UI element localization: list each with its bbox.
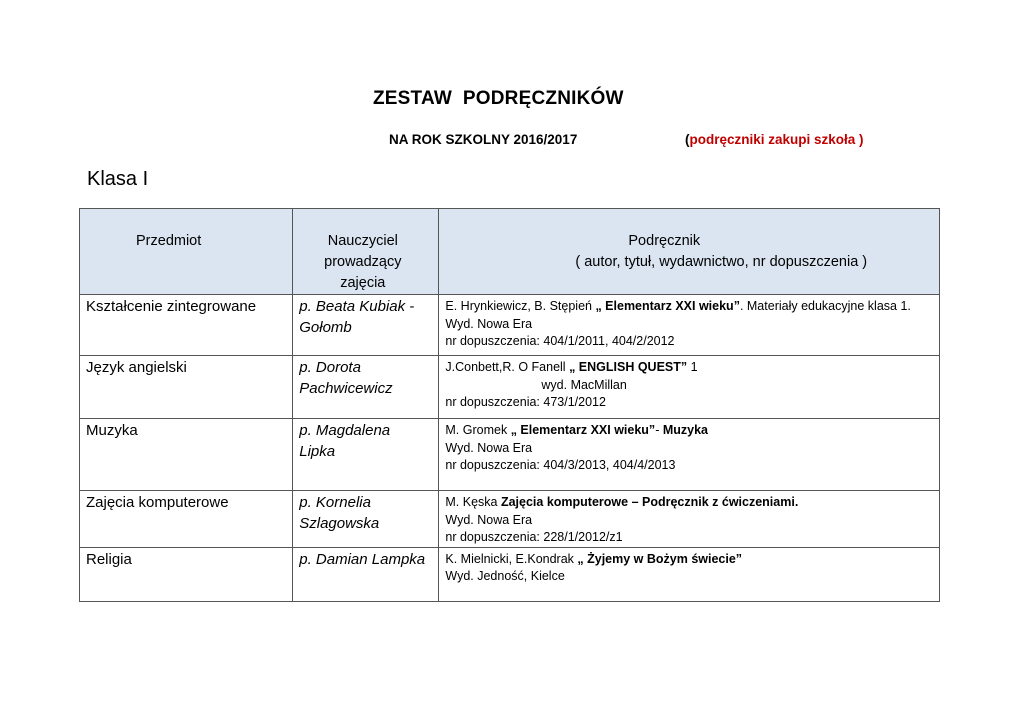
header-book-line1: Podręcznik bbox=[628, 233, 701, 249]
row-teacher bbox=[293, 548, 438, 570]
row-teacher-line2: Szlagowska bbox=[299, 515, 380, 532]
row-teacher-line1: p. Magdalena bbox=[299, 422, 391, 439]
book-authors: J.Conbett,R. O Fanell bbox=[445, 360, 570, 374]
row-teacher bbox=[293, 491, 438, 534]
row-book bbox=[439, 419, 939, 475]
document-title: ZESTAW PODRĘCZNIKÓW bbox=[373, 88, 624, 109]
table-row bbox=[80, 547, 940, 601]
row-book bbox=[439, 548, 939, 586]
row-subject: Religia bbox=[86, 550, 132, 568]
book-title: „ ENGLISH QUEST” bbox=[569, 360, 688, 374]
purchase-note bbox=[685, 132, 864, 147]
book-title: „ Żyjemy w Bożym świecie” bbox=[577, 551, 743, 566]
book-approval: nr dopuszczenia: 404/3/2013, 404/4/2013 bbox=[445, 458, 676, 472]
row-teacher-line2: Gołomb bbox=[299, 319, 352, 336]
book-authors: M. Kęska bbox=[445, 495, 501, 509]
row-book-title-line bbox=[445, 298, 939, 316]
row-teacher-line1: p. Dorota bbox=[299, 359, 361, 376]
row-teacher-line2: Lipka bbox=[299, 443, 336, 460]
book-approval: nr dopuszczenia: 473/1/2012 bbox=[445, 395, 606, 409]
book-suffix: - bbox=[655, 423, 663, 437]
row-subject: Zajęcia komputerowe bbox=[86, 494, 229, 511]
table-header-row bbox=[80, 209, 940, 295]
purchase-note-text: podręczniki zakupi szkoła ) bbox=[689, 132, 864, 147]
row-book bbox=[439, 295, 939, 351]
header-teacher-line3: zajęcia bbox=[340, 275, 386, 291]
row-book-title-line bbox=[445, 551, 939, 569]
row-book bbox=[439, 356, 939, 412]
book-publisher: wyd. MacMillan bbox=[541, 377, 627, 392]
book-authors: M. Gromek bbox=[445, 423, 511, 437]
book-authors: K. Mielnicki, E.Kondrak bbox=[445, 551, 578, 566]
row-subject: Muzyka bbox=[86, 422, 138, 439]
book-publisher: Wyd. Nowa Era bbox=[445, 316, 533, 331]
row-book bbox=[439, 491, 939, 547]
book-title: „ Elementarz XXI wieku” bbox=[595, 299, 740, 313]
book-title: Zajęcia komputerowe – Podręcznik z ćwiczeniami. bbox=[500, 495, 799, 509]
class-heading: Klasa I bbox=[87, 168, 149, 190]
row-book-title-line bbox=[445, 359, 939, 377]
book-approval: nr dopuszczenia: 228/1/2012/z1 bbox=[445, 530, 623, 544]
book-authors: E. Hrynkiewicz, B. Stępień bbox=[445, 299, 596, 313]
book-title-subject: Muzyka bbox=[662, 423, 708, 437]
book-suffix: 1 bbox=[687, 360, 698, 374]
header-book-line2: ( autor, tytuł, wydawnictwo, nr dopuszczenia ) bbox=[575, 254, 868, 270]
book-publisher: Wyd. Nowa Era bbox=[445, 440, 533, 455]
purchase-note-paren: ( bbox=[685, 132, 690, 147]
row-book-title-line bbox=[445, 422, 939, 440]
row-teacher-line2: Pachwicewicz bbox=[299, 380, 393, 397]
row-teacher-line1: p. Kornelia bbox=[299, 494, 371, 511]
header-teacher-line2: prowadzący bbox=[324, 254, 402, 270]
row-teacher bbox=[293, 356, 438, 399]
book-title: „ Elementarz XXI wieku” bbox=[510, 423, 656, 437]
row-subject: Język angielski bbox=[86, 359, 187, 376]
header-teacher-line1: Nauczyciel bbox=[327, 233, 398, 249]
row-teacher-line1: p. Damian Lampka bbox=[299, 550, 426, 568]
row-book-title-line bbox=[445, 494, 939, 512]
header-subject-cell bbox=[80, 209, 293, 295]
school-year-subtitle: NA ROK SZKOLNY 2016/2017 bbox=[389, 132, 578, 147]
book-publisher: Wyd. Jedność, Kielce bbox=[445, 569, 565, 583]
row-teacher bbox=[293, 295, 438, 338]
row-subject: Kształcenie zintegrowane bbox=[86, 298, 257, 315]
row-teacher-line1: p. Beata Kubiak - bbox=[299, 298, 415, 315]
textbook-table bbox=[79, 208, 940, 602]
row-teacher bbox=[293, 419, 438, 462]
table-row bbox=[80, 295, 940, 356]
table-row bbox=[80, 419, 940, 491]
header-teacher-cell bbox=[293, 209, 439, 295]
header-book-cell bbox=[439, 209, 940, 295]
book-publisher: Wyd. Nowa Era bbox=[445, 512, 533, 527]
table-row bbox=[80, 491, 940, 548]
book-suffix: . Materiały edukacyjne klasa 1. bbox=[739, 299, 911, 313]
table-row bbox=[80, 356, 940, 419]
book-approval: nr dopuszczenia: 404/1/2011, 404/2/2012 bbox=[445, 334, 675, 348]
header-subject: Przedmiot bbox=[136, 233, 202, 249]
